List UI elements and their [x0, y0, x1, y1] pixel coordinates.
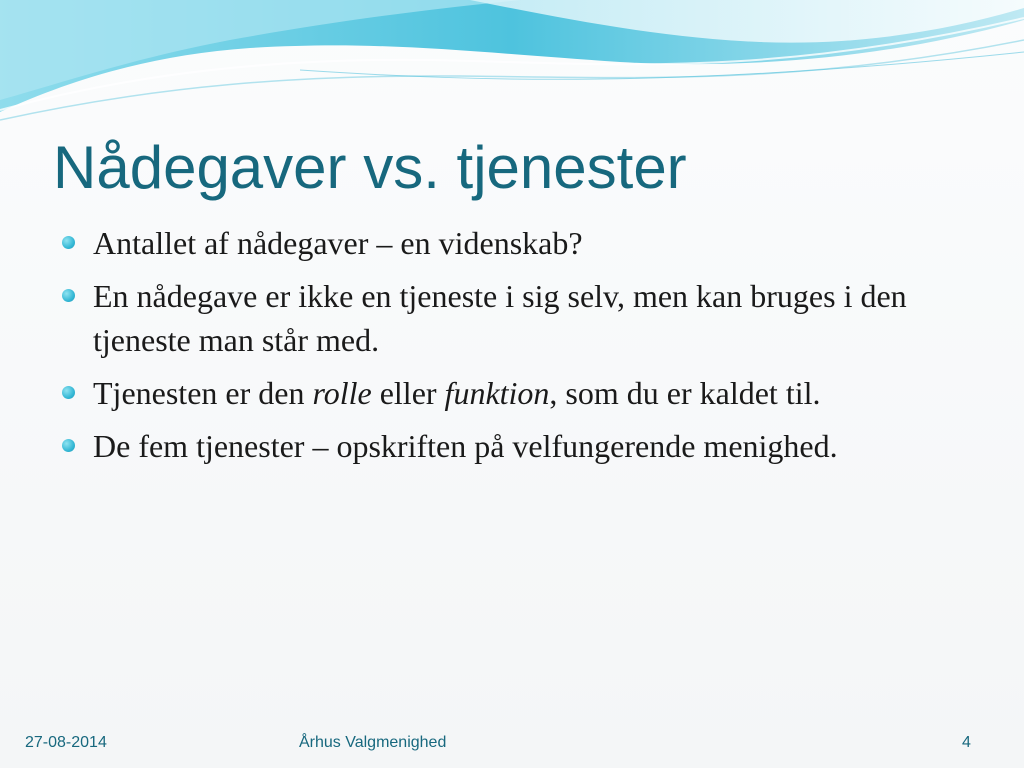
bullet-text: En nådegave er ikke en tjeneste i sig selv, men kan bruges i den tjeneste man står med. [93, 278, 907, 358]
footer-organization: Århus Valgmenighed [299, 734, 447, 751]
bullet-text: , som du er kaldet til. [549, 375, 821, 411]
bullet-item [62, 424, 962, 468]
slide-title: Nådegaver vs. tjenester [53, 134, 687, 201]
bullet-text: Tjenesten er den [93, 375, 313, 411]
bullet-text: eller [371, 375, 445, 411]
circle-bullet-icon [62, 236, 75, 249]
circle-bullet-icon [62, 386, 75, 399]
bullet-text: De fem tjenester – opskriften på velfungerende menighed. [93, 428, 838, 464]
bullet-text-emphasis: funktion [444, 375, 550, 411]
footer-date: 27-08-2014 [25, 734, 107, 751]
header-wave-decoration [0, 0, 1024, 130]
circle-bullet-icon [62, 439, 75, 452]
slide-number: 4 [962, 734, 971, 751]
bullet-item [62, 221, 962, 265]
bullet-item [62, 274, 962, 362]
bullet-list [62, 221, 962, 477]
bullet-text: Antallet af nådegaver – en videnskab? [93, 225, 583, 261]
bullet-item [62, 371, 962, 415]
circle-bullet-icon [62, 289, 75, 302]
bullet-text-emphasis: rolle [312, 375, 372, 411]
